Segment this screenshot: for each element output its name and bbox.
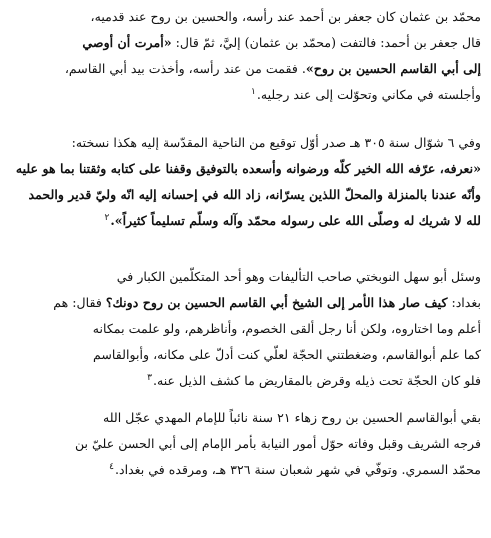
bold-quote-segment: «أمرت أن أوصي	[82, 35, 172, 50]
text-segment: فقال: هم	[53, 295, 106, 310]
text-segment: محمّد بن عثمان كان جعفر بن أحمد عند رأسه، والحسين بن روح عند قدميه،	[90, 9, 481, 24]
footnote-marker[interactable]: ٢	[104, 212, 110, 223]
text-line	[10, 316, 481, 342]
bold-quote-segment: «نعرفه، عرّفه الله الخير كلّه ورضوانه وأسعده بالتوفيق وقفنا على كتابه وثقتنا بما هو عليه	[15, 161, 481, 176]
text-segment: وسئل أبو سهل النوبختي صاحب التأليفات وهو أحد المتكلّمين الكبار في	[116, 269, 481, 284]
text-segment: أعلم وما اختاروه، ولكن أنا رجل ألقى الخصوم، وأناظرهم، ولو علمت بمكانه	[92, 321, 481, 336]
bold-quote-segment: إلى أبي القاسم الحسين بن روح»	[305, 61, 481, 76]
paragraph	[10, 405, 481, 483]
text-segment: . فقمت من عند رأسه، وأخذت بيد أبي القاسم،	[64, 61, 306, 76]
paragraph	[10, 4, 481, 108]
text-segment: كما علم أبوالقاسم، وضغطتني الحجّة لعلّي كنت أدلّ على مكانه، وأبوالقاسم	[93, 347, 481, 362]
text-line	[10, 431, 481, 457]
text-line	[10, 56, 481, 82]
text-line	[10, 368, 481, 394]
text-line	[10, 457, 481, 483]
footnote-marker[interactable]: ٤	[109, 461, 114, 472]
footnote-marker[interactable]: ١	[250, 86, 256, 97]
text-line	[10, 130, 481, 156]
text-line	[10, 208, 481, 234]
text-segment: وأجلسته في مكاني وتحوّلت إلى عند رجليه.	[256, 87, 481, 102]
text-line	[10, 156, 481, 182]
bold-quote-segment: لله لا شريك له وصلّى الله على رسوله محمّد وآله وسلّم تسليماً كثيراً».	[110, 213, 481, 228]
text-line	[10, 4, 481, 30]
text-segment: وفي ٦ شوّال سنة ٣٠٥ هـ صدر أوّل توقيع من الناحية المقدّسة إليه هكذا نسخته:	[71, 135, 481, 150]
paragraph	[10, 130, 481, 234]
text-line	[10, 264, 481, 290]
bold-quote-segment: وأنّه عندنا بالمنزلة والمحلّ اللذين يسرّانه، زاد الله في إحسانه إليه انّه وليّ قدير والحمد	[28, 187, 481, 202]
text-segment: بغداد:	[447, 295, 481, 310]
text-segment: فرجه الشريف وقبل وفاته حوّل أمور النيابة بأمر الإمام إلى أبي الحسن عليّ بن	[74, 436, 481, 451]
text-line	[10, 342, 481, 368]
text-line	[10, 182, 481, 208]
text-segment: محمّد السمري. وتوفّي في شهر شعبان سنة ٣٢٦ هـ، ومرقده في بغداد.	[114, 462, 481, 477]
text-line	[10, 82, 481, 108]
text-segment: قال جعفر بن أحمد: فالتفت (محمّد بن عثمان) إليَّ، ثمّ قال:	[171, 35, 481, 50]
text-line	[10, 30, 481, 56]
text-line	[10, 290, 481, 316]
paragraph	[10, 264, 481, 394]
bold-quote-segment: كيف صار هذا الأمر إلى الشيخ أبي القاسم الحسين بن روح دونك؟	[105, 295, 448, 310]
text-segment: بقي أبوالقاسم الحسين بن روح زهاء ٢١ سنة نائباً للإمام المهدي عجّل الله	[102, 410, 481, 425]
footnote-marker[interactable]: ٣	[147, 372, 152, 383]
text-line	[10, 405, 481, 431]
text-segment: فلو كان الحجّة تحت ذيله وقرض بالمقاريض ما كشف الذيل عنه.	[152, 373, 481, 388]
